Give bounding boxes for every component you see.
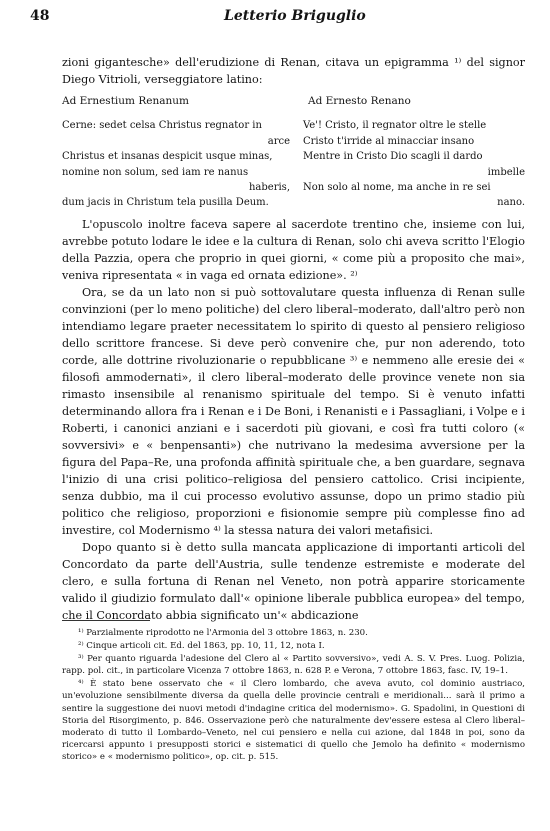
footnotes bbox=[62, 627, 525, 764]
latin-line: arce bbox=[267, 135, 290, 147]
latin-line: Cerne: sedet celsa Christus regnator in bbox=[62, 120, 262, 132]
intro-text-block bbox=[62, 54, 525, 88]
italian-line: Mentre in Cristo Dio scagli il dardo bbox=[303, 151, 483, 163]
italian-line: Cristo t'irride al minacciar insano bbox=[303, 135, 475, 147]
running-title: Letterio Briguglio bbox=[224, 8, 366, 24]
latin-epigram bbox=[62, 94, 290, 211]
latin-epigram-title: Ad Ernestium Renanum bbox=[62, 95, 189, 107]
body-paragraph: L'opuscolo inoltre faceva sapere al sacerdote trentino che, insieme con lui, avrebbe potuto lodare le idee e la cultura di Renan, solo chi aveva scritto l'Elogio della Pazzia, opera che proprio in quei giorni, « come più a proposito che mai», veniva ripresentata « in vaga ed ornata edizione». ²⁾ bbox=[62, 218, 525, 282]
latin-line: Christus et insanas despicit usque minas, bbox=[62, 151, 273, 163]
main-text-block bbox=[62, 216, 525, 624]
italian-line: Non solo al nome, ma anche in re sei bbox=[303, 182, 491, 194]
italian-epigram bbox=[303, 94, 525, 211]
intro-paragraph: zioni gigantesche» dell'erudizione di Renan, citava un epigramma ¹⁾ del signor Diego Vitrioli, verseggiatore latino: bbox=[62, 56, 525, 86]
footnote: ²⁾ Cinque articoli cit. Ed. del 1863, pp. 10, 11, 12, nota I. bbox=[78, 641, 325, 652]
italian-line: nano. bbox=[497, 197, 525, 209]
latin-line: nomine non solum, sed iam re nanus bbox=[62, 166, 249, 178]
body-paragraph: Ora, se da un lato non si può sottovalutare questa influenza di Renan sulle convinzioni (per lo meno politiche) del clero liberal–moderato, dall'altro però non intendiamo legare praeter necessitatem lo spirito di questo al pensiero religioso dello scrittore francese. Si deve però convenire che, pur non aderendo, toto corde, alle dottrine rivoluzionarie o repubblicane ³⁾ e nemmeno alle eresie dei « filosofi ammodernati», il clero liberal–moderato delle province venete non sia rimasto insensibile al renanismo spirituale del tempo. Si è venuto infatti determinando allora fra i Renan e i De Boni, i Renanisti e i Passagliani, i Volpe e i Roberti, i canonici anziani e i sacerdoti più giovani, e così fra tutti coloro (« sovversivi» e « benpensanti») che nutrivano la medesima avversione per la figura del Papa–Re, una profonda affinità spirituale che, a ben guardare, segnava l'inizio di una crisi politico–religiosa del pensiero cattolico. Crisi incipiente, senza dubbio, ma il cui processo evolutivo assunse, dopo un primo stadio più politico che religioso, proporzioni e fisionomie sempre più complesse fino ad investire, col Modernismo ⁴⁾ la stessa natura dei valori metafisici. bbox=[62, 286, 525, 537]
footnote: ¹⁾ Parzialmente riprodotto ne l'Armonia del 3 ottobre 1863, n. 230. bbox=[78, 628, 368, 638]
latin-line: dum jacis in Christum tela pusilla Deum. bbox=[62, 197, 269, 209]
page-header bbox=[30, 8, 520, 26]
page-number: 48 bbox=[30, 8, 50, 24]
footnote: ⁴⁾ È stato bene osservato che « il Clero lombardo, che aveva avuto, col dominio austriaco, un'evoluzione sensibilmente diversa da quella delle provincie centrali e meridionali... sarà il primo a sentire la suggestione dei nuovi metodi d'indagine critica del modernismo». G. Spadolini, in Questioni di Storia del Risorgimento, p. 846. Osservazione però che naturalmente dev'essere estesa al Clero liberal–moderato di tutto il Lombardo–Veneto, nel cui pensiero e nella cui azione, dal 1848 in poi, sono da ricercarsi appunto i presupposti storici e sistematici di quello che Jemolo ha definito « modernismo storico» e « modernismo politico», op. cit. p. 515. bbox=[62, 679, 525, 762]
footnote-divider bbox=[62, 620, 150, 621]
body-paragraph: Dopo quanto si è detto sulla mancata applicazione di importanti articoli del Concordato da parte dell'Austria, sulle tendenze estremiste e moderate del clero, e sulla fortuna di Renan nel Veneto, non potrà apparire storicamente valido il giudizio formulato dall'« opinione liberale pubblica europea» del tempo, che il Concordato abbia significato un'« abdicazione bbox=[62, 541, 525, 622]
italian-line: Ve'! Cristo, il regnator oltre le stelle bbox=[303, 120, 487, 132]
italian-epigram-title: Ad Ernesto Renano bbox=[308, 95, 411, 107]
latin-line: haberis, bbox=[248, 182, 290, 194]
footnote: ³⁾ Per quanto riguarda l'adesione del Clero al « Partito sovversivo», vedi A. S. V. Pres. Luog. Polizia, rapp. pol. cit., in particolare Vicenza 7 ottobre 1863, n. 628 P. e Verona, 7 ottobre 1863, fasc. IV, 19–1. bbox=[62, 654, 525, 677]
italian-line: imbelle bbox=[487, 166, 525, 178]
